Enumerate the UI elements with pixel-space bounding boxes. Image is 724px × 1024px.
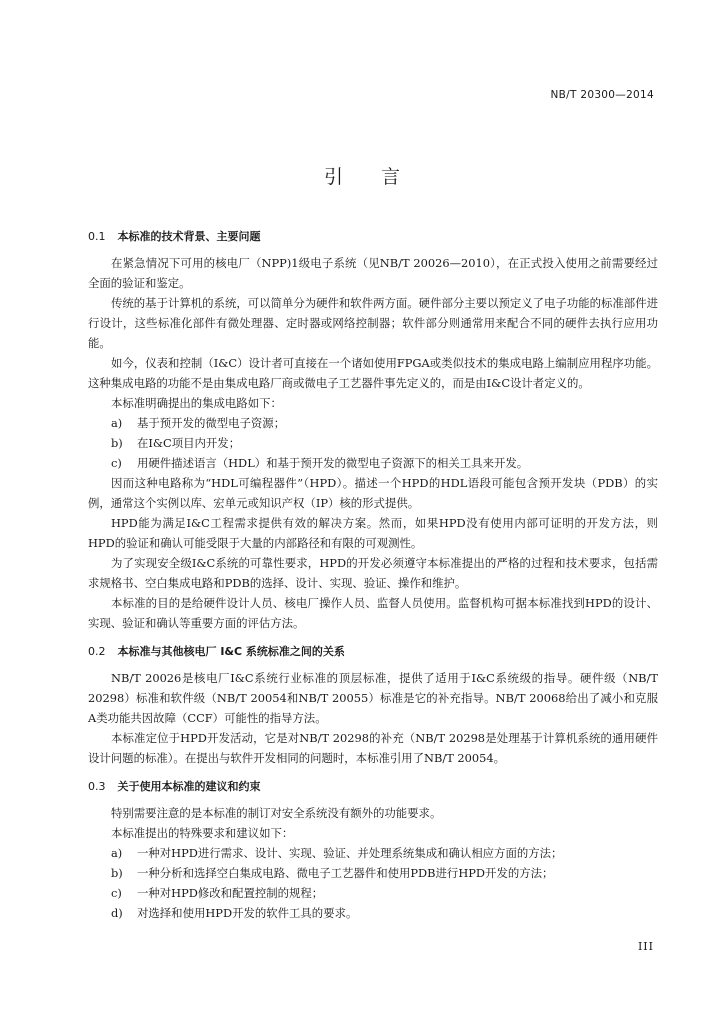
list-item — [88, 843, 658, 863]
section-heading-0-3 — [88, 778, 658, 796]
list-item-text: 一种对HPD修改和配置控制的规程； — [137, 886, 324, 900]
paragraph: HPD能为满足I&C工程需求提供有效的解决方案。然而，如果HPD没有使用内部可证明的开发方法，则HPD的验证和确认可能受限于大量的内部路径和有限的可观测性。 — [88, 516, 658, 550]
section-heading-0-1 — [88, 228, 658, 246]
list-item — [88, 903, 658, 923]
list-item-label: a) — [111, 846, 123, 860]
list-item-text: 在I&C项目内开发； — [137, 436, 241, 450]
paragraph: 在紧急情况下可用的核电厂（NPP)1级电子系统（见NB/T 20026—2010），在正式投入使用之前需要经过全面的验证和鉴定。 — [88, 256, 658, 290]
paragraph: 因而这种电路称为“HDL可编程器件”（HPD）。描述一个HPD的HDL语段可能包含预开发块（PDB）的实例，通常这个实例以库、宏单元或知识产权（IP）核的形式提供。 — [88, 476, 658, 510]
paragraph: 本标准明确提出的集成电路如下： — [111, 396, 282, 410]
list-item-text: 基于预开发的微型电子资源； — [137, 416, 286, 430]
document-body — [88, 228, 658, 923]
list-item — [88, 433, 658, 453]
list-item-text: 一种分析和选择空白集成电路、微电子工艺器件和使用PDB进行HPD开发的方法； — [137, 866, 554, 880]
list-item-text: 用硬件描述语言（HDL）和基于预开发的微型电子资源下的相关工具来开发。 — [137, 456, 529, 470]
section-number: 0.1 — [88, 230, 106, 243]
paragraph: NB/T 20026是核电厂I&C系统行业标准的顶层标准，提供了适用于I&C系统级的指导。硬件级（NB/T 20298）标准和软件级（NB/T 20054和NB/T 20055）标准是它的补充指导。NB/T 20068给出了减小和克服A类功能共因故障（CCF）可能性的指导方法。 — [88, 671, 658, 725]
paragraph: 如今，仪表和控制（I&C）设计者可直接在一个诸如使用FPGA或类似技术的集成电路上编制应用程序功能。这种集成电路的功能不是由集成电路厂商或微电子工艺器件事先定义的，而是由I&C设计者定义的。 — [88, 356, 658, 390]
list-item-label: a) — [111, 416, 123, 430]
list-item-label: d) — [111, 906, 123, 920]
list-item-text: 对选择和使用HPD开发的软件工具的要求。 — [137, 906, 358, 920]
paragraph: 为了实现安全级I&C系统的可靠性要求，HPD的开发必须遵守本标准提出的严格的过程和技术要求，包括需求规格书、空白集成电路和PDB的选择、设计、实现、验证、操作和维护。 — [88, 556, 658, 590]
section-title: 本标准的技术背景、主要问题 — [117, 230, 261, 243]
paragraph: 本标准提出的特殊要求和建议如下： — [111, 826, 294, 840]
list-item — [88, 883, 658, 903]
paragraph: 传统的基于计算机的系统，可以简单分为硬件和软件两方面。硬件部分主要以预定义了电子功能的标准部件进行设计，这些标准化部件有微处理器、定时器或网络控制器；软件部分则通常用来配合不同的硬件去执行应用功能。 — [88, 296, 658, 350]
page-number: III — [637, 940, 654, 953]
list-item-label: c) — [111, 456, 122, 470]
list-item — [88, 863, 658, 883]
document-code: NB/T 20300—2014 — [550, 89, 654, 101]
paragraph: 特别需要注意的是本标准的制订对安全系统没有额外的功能要求。 — [111, 806, 442, 820]
list-item-text: 一种对HPD进行需求、设计、实现、验证、并处理系统集成和确认相应方面的方法； — [137, 846, 563, 860]
list-item-label: c) — [111, 886, 122, 900]
section-number: 0.3 — [88, 780, 106, 793]
page-title: 引言 — [323, 166, 438, 188]
section-heading-0-2 — [88, 643, 658, 661]
paragraph: 本标准的目的是给硬件设计人员、核电厂操作人员、监督人员使用。监督机构可据本标准找到HPD的设计、实现、验证和确认等重要方面的评估方法。 — [88, 596, 658, 630]
list-item-label: b) — [111, 436, 123, 450]
paragraph: 本标准定位于HPD开发活动，它是对NB/T 20298的补充（NB/T 20298是处理基于计算机系统的通用硬件设计问题的标准）。在提出与软件开发相同的问题时，本标准引用了NB/T 20054。 — [88, 731, 658, 765]
section-title: 关于使用本标准的建议和约束 — [117, 780, 261, 793]
section-title: 本标准与其他核电厂 I&C 系统标准之间的关系 — [117, 645, 345, 658]
list-item-label: b) — [111, 866, 123, 880]
list-item — [88, 453, 658, 473]
section-number: 0.2 — [88, 645, 106, 658]
list-item — [88, 413, 658, 433]
